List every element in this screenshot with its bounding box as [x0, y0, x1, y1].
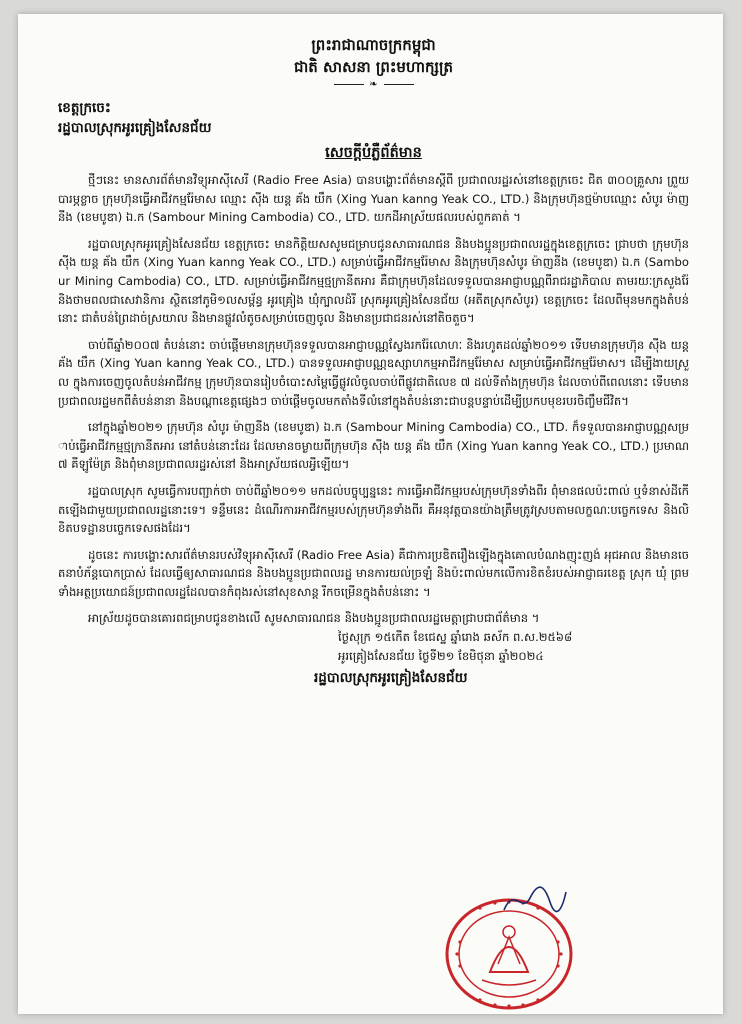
paragraph-3: ចាប់ពីឆ្នាំ២០០៧ តំបន់នោះ ចាប់ផ្តើមមានក្រុមហ៊ុនទទួលបានអាជ្ញាបណ្ណស្វែងរករ៉ែលោហៈ និងរហូតដល់ឆ្នាំ២០១១ ទើបមានក្រុមហ៊ុន ស៊ីង យន្ត គ័ង យឹក (Xing Yuan kanng Yeak CO., LTD.) បានទទួលអាជ្ញាបណ្ណឧស្សាហកម្មអាជីវកម្មរ៉ែមាស សម្រាប់ធ្វើអាជីវកម្មរ៉ែមាស។ ដើម្បីងាយស្រួល ក្នុងការចេញចូលតំបន់អាជីវកម្ម ក្រុមហ៊ុនបានរៀបចំបោះសម្ពៃធ្វើផ្លូវលំចូលចាប់ពីផ្លូវជាតិលេខ ៧ ដល់ទីតាំងក្រុមហ៊ុន ដែលចាប់ពីពេលនោះ ទើបមានប្រជាពលរដ្ឋមកពីតំបន់នានា និងបណ្តាខេត្តផ្សេងៗ ចាប់ផ្តើមចូលមកតាំងទីលំនៅក្នុងតំបន់នោះជាបន្តបន្ទាប់ដើម្បីប្រកបមុខរបរចិញ្ចឹមជីវិត។: [58, 337, 689, 408]
document-title: សេចក្តីបំភ្លឺព័ត៌មាន: [325, 145, 422, 161]
paragraph-2: រដ្ឋបាលស្រុកអូរគ្រៀងសែនជ័យ ខេត្តក្រចេះ មានកិត្តិយសសូមជម្រាបជូនសាធារណជន និងបងប្អូនប្រជាពលរដ្ឋក្នុងខេត្តក្រចេះ ជ្រាបថា ក្រុមហ៊ុនស៊ីង យន្ត គ័ង យឹក (Xing Yuan kanng Yeak CO., LTD.) សម្រាប់ធ្វើអាជីវកម្មរ៉ែមាស និងក្រុមហ៊ុនសំបូរ ម៉ាញនីង (ខេមបូឌា) ឯ.ក (Sambour Mining Cambodia) CO., LTD. សម្រាប់ធ្វើអាជីវកម្មថ្មក្រានីតអារ គឺជាក្រុមហ៊ុនដែលទទួលបានអាជ្ញាបណ្ណពីរាជរដ្ឋាភិបាល តាមរយៈក្រសួងរ៉ែ និងថាមពលជាសេវានិការ ស្ថិតនៅភូមិ១លសម្ព័ន្ធ អូរគ្រៀង ឃុំក្បាលដំរី ស្រុកអូរគ្រៀងសែនជ័យ (អតីតស្រុកសំបូរ) ខេត្តក្រចេះ ដែលពីមុនមកក្នុងតំបន់នោះ ជាតំបន់ព្រៃដាច់ស្រយាល និងមានផ្លូវលំតូចសម្រាប់ចេញចូល និងមានប្រជាជនរស់នៅតិចតួច។: [58, 236, 689, 326]
sender-district-admin: រដ្ឋបាលស្រុកអូរគ្រៀងសែនជ័យ: [58, 120, 212, 136]
signature-icon: [500, 880, 570, 920]
paragraph-4: នៅក្នុងឆ្នាំ២០២១ ក្រុមហ៊ុន សំបូរ ម៉ាញនីង (ខេមបូឌា) ឯ.ក (Sambour Mining Cambodia) CO., LTD. ក៏ទទួលបានអាជ្ញាបណ្ណសម្រាប់ធ្វើអាជីវកម្មថ្មក្រានីតអារ នៅតំបន់នោះដែរ ដែលមានចម្ងាយពីក្រុមហ៊ុន ស៊ីង យន្ត គ័ង យឹក (Xing Yuan kanng Yeak CO., LTD.) ប្រមាណ ៧ គីឡូម៉ែត្រ និងពុំមានប្រជាពលរដ្ឋរស់នៅ និងអាស្រ័យផលអ្វីឡើយ។: [58, 420, 689, 472]
lunar-date: ថ្ងៃសុក្រ ១៥កើត ខែជេស្ឋ ឆ្នាំរោង ឆស័ក ព.ស.២៥៦៨: [338, 630, 573, 645]
sender-province: ខេត្តក្រចេះ: [58, 100, 111, 116]
paragraph-5: រដ្ឋបាលស្រុក សូមធ្វើការបញ្ជាក់ថា ចាប់ពីឆ្នាំ២០១១ មកដល់បច្ចុប្បន្ននេះ ការធ្វើអាជីវកម្មរបស់ក្រុមហ៊ុនទាំងពីរ ពុំមានផលប៉ះពាល់ ឬទំនាស់ដីកើតឡើងជាមួយប្រជាពលរដ្ឋនោះទេ។ ទន្ទឹមនេះ ដំណើរការអាជីវកម្មរបស់ក្រុមហ៊ុនទាំងពីរ គឺអនុវត្តបានយ៉ាងត្រឹមត្រូវស្របតាមលក្ខណៈបច្ចេកទេស និងលិខិតបទដ្ឋានបច្ចេកទេសផងដែរ។: [58, 483, 689, 536]
header-ornament: ❧: [334, 80, 414, 90]
national-motto: ជាតិ សាសនា ព្រះមហាក្សត្រ: [294, 58, 453, 76]
place-date: អូរគ្រៀងសែនជ័យ ថ្ងៃទី២១ ខែមិថុនា ឆ្នាំ២០២៤: [338, 648, 544, 663]
paragraph-1: ថ្មីៗនេះ មានសារព័ត៌មានវិទ្យុអាស៊ីសេរី (Radio Free Asia) បានបង្ហោះព័ត៌មានស្តីពី ប្រជាពលរដ្ឋរស់នៅខេត្តក្រចេះ ជិត ៣០០គ្រួសារ ព្រួយបារម្ភខ្លាច ក្រុមហ៊ុនធ្វើអាជីវកម្មរ៉ែមាស ឈ្មោះ ស៊ីង យន្ត គ័ង យឹក (Xing Yuan kanng Yeak CO., LTD.) និងក្រុមហ៊ុនថ្មម៉ាបឈ្មោះ សំបូរ ម៉ាញនីង (ខេមបូឌា) ឯ.ក (Sambour Mining Cambodia) CO., LTD. យកដីអាស្រ័យផលរបស់ពួកគាត់ ។: [58, 173, 689, 225]
paragraph-6: ដូចនេះ ការបង្ហោះសារព័ត៌មានរបស់វិទ្យុអាស៊ីសេរី (Radio Free Asia) គឺជាការប្រឌិតរឿងឡើងក្នុងគោលបំណងញុះញង់ អុជអាល និងមានចេតនាបំភ័ន្តបោកប្រាស់ ដែលធ្វើឲ្យសាធារណជន និងបងប្អូនប្រជាពលរដ្ឋ មានការយល់ច្រឡំ និងប៉ះពាល់មកលើការខិតខំរបស់អាជ្ញាធរខេត្ត ស្រុក ឃុំ ព្រមទាំងអត្ថប្រយោជន៍ប្រជាពលរដ្ឋដែលបានកំពុងរស់នៅសុខសាន្ត រីកចម្រើនក្នុងតំបន់នោះ ។: [58, 547, 689, 599]
closing-sentence: អាស្រ័យដូចបានគោរពជម្រាបជូនខាងលើ សូមសាធារណជន និងបងប្អូនប្រជាពលរដ្ឋមេត្តាជ្រាបជាព័ត៌មាន ។: [88, 611, 540, 626]
letterhead: [58, 34, 689, 78]
sender-block: [58, 98, 689, 138]
signatory-title: រដ្ឋបាលស្រុកអូរគ្រៀងសែនជ័យ: [314, 670, 468, 687]
date-block: [338, 628, 689, 665]
kingdom-title: ព្រះរាជាណាចក្រកម្ពុជា: [311, 36, 436, 54]
document-page: [18, 14, 723, 1014]
